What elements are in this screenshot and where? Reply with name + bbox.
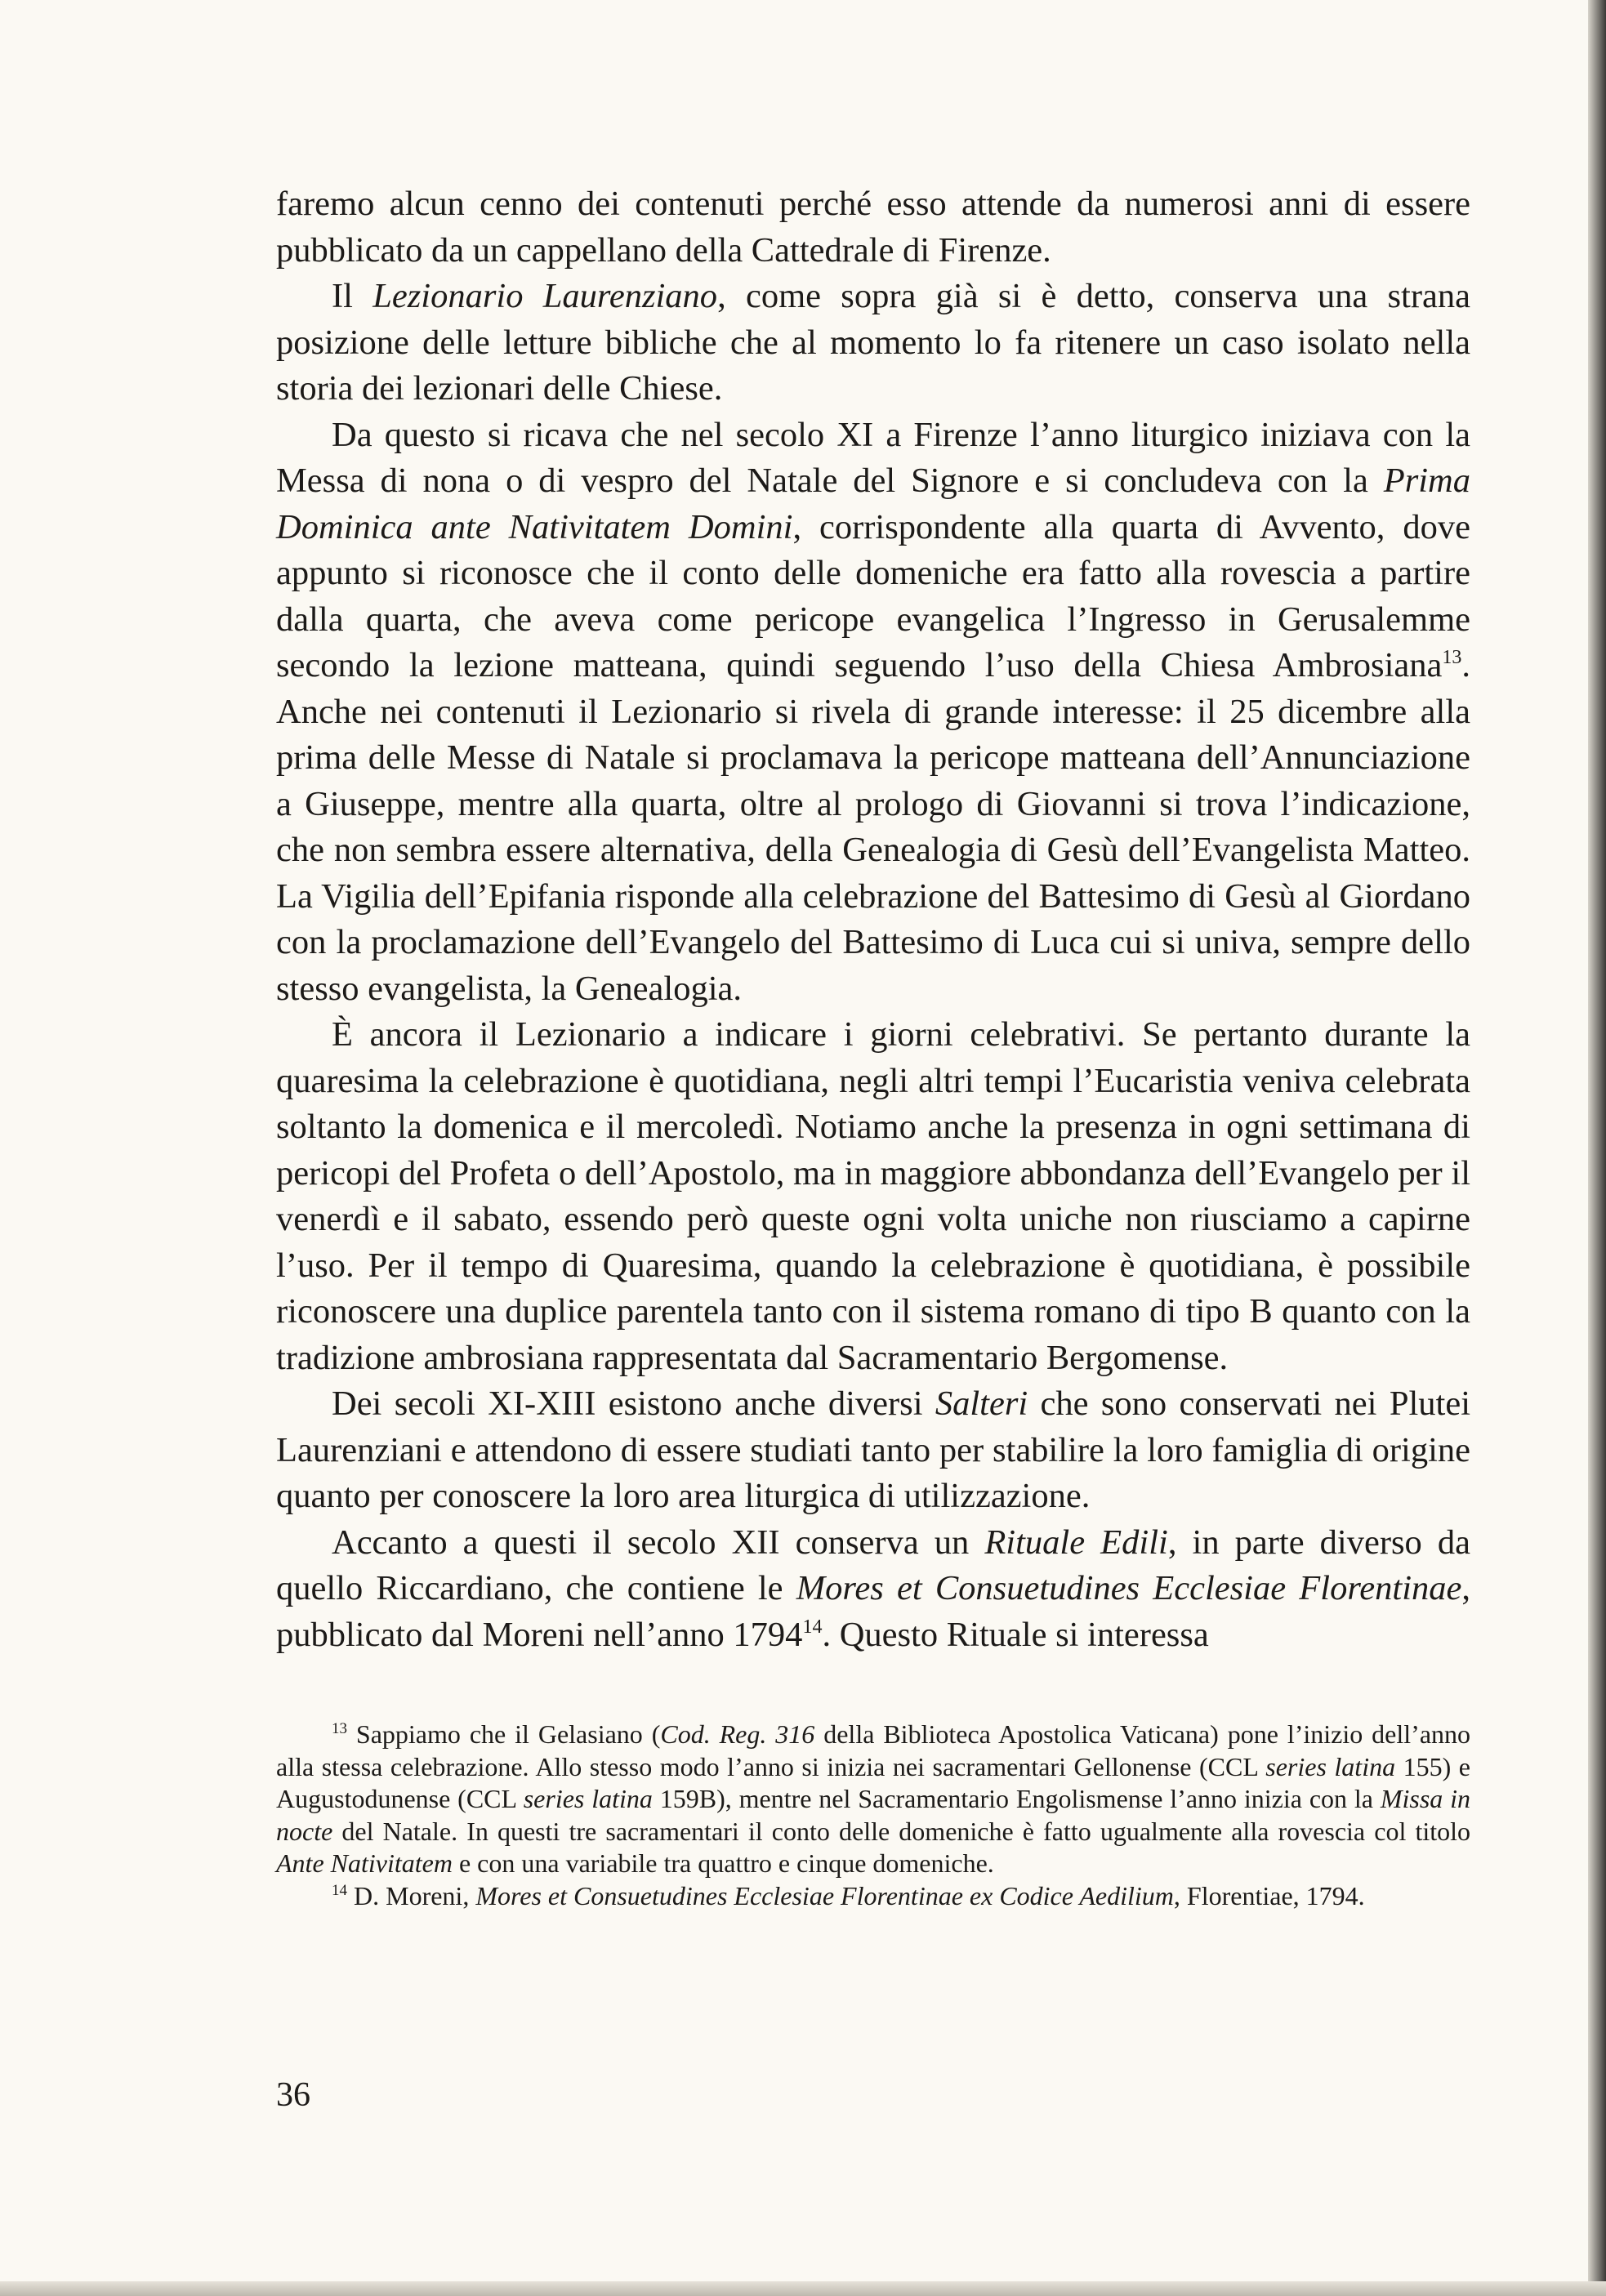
- text-run: Dei secoli XI-XIII esistono anche diversi: [332, 1384, 935, 1423]
- text-run: D. Moreni,: [347, 1880, 476, 1910]
- footnotes: [276, 1719, 1470, 1912]
- text-run: e con una variabile tra quattro e cinque domeniche.: [452, 1848, 994, 1878]
- text-run: , corrispondente alla quarta di Avvento, dove appunto si riconosce che il conto delle domeniche era fatto alla rovescia a partire dalla quarta, che aveva come pericope evangelica l’Ingresso in Gerusalemme secondo la lezione matteana, quindi seguendo l’uso della Chiesa Ambrosiana: [276, 507, 1470, 684]
- page-number: 36: [276, 2076, 310, 2114]
- italic-text: Rituale Edili: [984, 1522, 1168, 1562]
- text-run: , Florentiae, 1794.: [1173, 1880, 1365, 1910]
- body-text: [276, 181, 1470, 1658]
- text-run: . Anche nei contenuti il Lezionario si rivela di grande interesse: il 25 dicembre alla prima delle Messe di Natale si proclamava la pericope matteana dell’Annunciazione a Giuseppe, mentre alla quarta, oltre al prologo di Giovanni si trova l’indicazione, che non sembra essere alternativa, della Genealogia di Gesù dell’Evangelista Matteo. La Vigilia dell’Epifania risponde alla celebrazione del Battesimo di Gesù al Giordano con la proclamazione dell’Evangelo del Battesimo di Luca cui si univa, sempre dello stesso evangelista, la Genealogia.: [276, 646, 1470, 1008]
- text-run: Sappiamo che il Gelasiano (: [347, 1719, 661, 1749]
- footnote-14: [276, 1880, 1470, 1913]
- paragraph: [276, 181, 1470, 274]
- footnote-reference: 14: [332, 1881, 347, 1899]
- italic-text: Ante Nativitatem: [276, 1848, 453, 1878]
- text-run: , in parte diverso da quello Riccardiano, che contiene le: [276, 1522, 1470, 1607]
- paragraph: [276, 1012, 1470, 1381]
- text-run: È ancora il Lezionario a indicare i giorni celebrativi. Se pertanto durante la quaresima la celebrazione è quotidiana, negli altri tempi l’Eucaristia veniva celebrata soltanto la domenica e il mercoledì. Notiamo anche la presenza in ogni settimana di pericopi del Profeta o dell’Apostolo, ma in maggiore abbondanza dell’Evangelo per il venerdì e il sabato, essendo però queste ogni volta uniche non riusciamo a capirne l’uso. Per il tempo di Quaresima, quando la celebrazione è quotidiana, è possibile riconoscere una duplice parentela tanto con il sistema romano di tipo B quanto con la tradizione ambrosiana rappresentata dal Sacramentario Bergomense.: [276, 1015, 1470, 1377]
- italic-text: series latina: [523, 1784, 653, 1813]
- text-run: . Questo Rituale si interessa: [822, 1615, 1209, 1654]
- text-run: Accanto a questi il secolo XII conserva un: [332, 1522, 985, 1562]
- page-content: [276, 181, 1470, 1912]
- text-run: 159B), mentre nel Sacramentario Engolismense l’anno inizia con la: [652, 1784, 1381, 1813]
- italic-text: Lezionario Laurenziano: [373, 277, 718, 315]
- text-run: faremo alcun cenno dei contenuti perché esso attende da numerosi anni di essere pubblicato da un cappellano della Cattedrale di Firenze.: [276, 185, 1470, 270]
- text-run: , pubblicato dal Moreni nell’anno 1794: [276, 1569, 1470, 1654]
- italic-text: Mores et Consuetudines Ecclesiae Florentinae ex Codice Aedilium: [475, 1880, 1174, 1910]
- footnote-reference: 13: [332, 1720, 347, 1737]
- footnote-reference: 13: [1442, 647, 1462, 668]
- italic-text: Mores et Consuetudines Ecclesiae Florentinae: [796, 1569, 1462, 1607]
- text-run: , come sopra già si è detto, conserva una strana posizione delle letture bibliche che al momento lo fa ritenere un caso isolato nella storia dei lezionari delle Chiese.: [276, 277, 1470, 408]
- text-run: della Biblioteca Apostolica Vaticana) pone l’inizio dell’anno alla stessa celebrazione. Allo stesso modo l’anno si inizia nei sacramentari Gellonense (CCL: [276, 1719, 1471, 1781]
- scan-right-edge: [1588, 0, 1606, 2296]
- italic-text: Missa in nocte: [276, 1784, 1471, 1846]
- text-run: Il: [332, 277, 373, 315]
- italic-text: Prima Dominica ante Nativitatem Domini: [276, 461, 1470, 546]
- paragraph: [276, 1520, 1470, 1659]
- footnote-13: [276, 1719, 1470, 1880]
- paragraph: [276, 274, 1470, 412]
- italic-text: Cod. Reg. 316: [660, 1719, 815, 1749]
- italic-text: series latina: [1265, 1751, 1396, 1781]
- text-run: 155) e Augustodunense (CCL: [276, 1751, 1471, 1813]
- scan-bottom-edge: [0, 2281, 1606, 2296]
- paragraph: [276, 412, 1470, 1013]
- footnote-reference: 14: [802, 1616, 823, 1638]
- paragraph: [276, 1381, 1470, 1520]
- italic-text: Salteri: [935, 1384, 1028, 1423]
- text-run: che sono conservati nei Plutei Laurenziani e attendono di essere studiati tanto per stabilire la loro famiglia di origine quanto per conoscere la loro area liturgica di utilizzazione.: [276, 1384, 1471, 1515]
- text-run: del Natale. In questi tre sacramentari il conto delle domeniche è fatto ugualmente alla rovescia col titolo: [332, 1816, 1470, 1846]
- text-run: Da questo si ricava che nel secolo XI a Firenze l’anno liturgico iniziava con la Messa di nona o di vespro del Natale del Signore e si concludeva con la: [276, 415, 1470, 500]
